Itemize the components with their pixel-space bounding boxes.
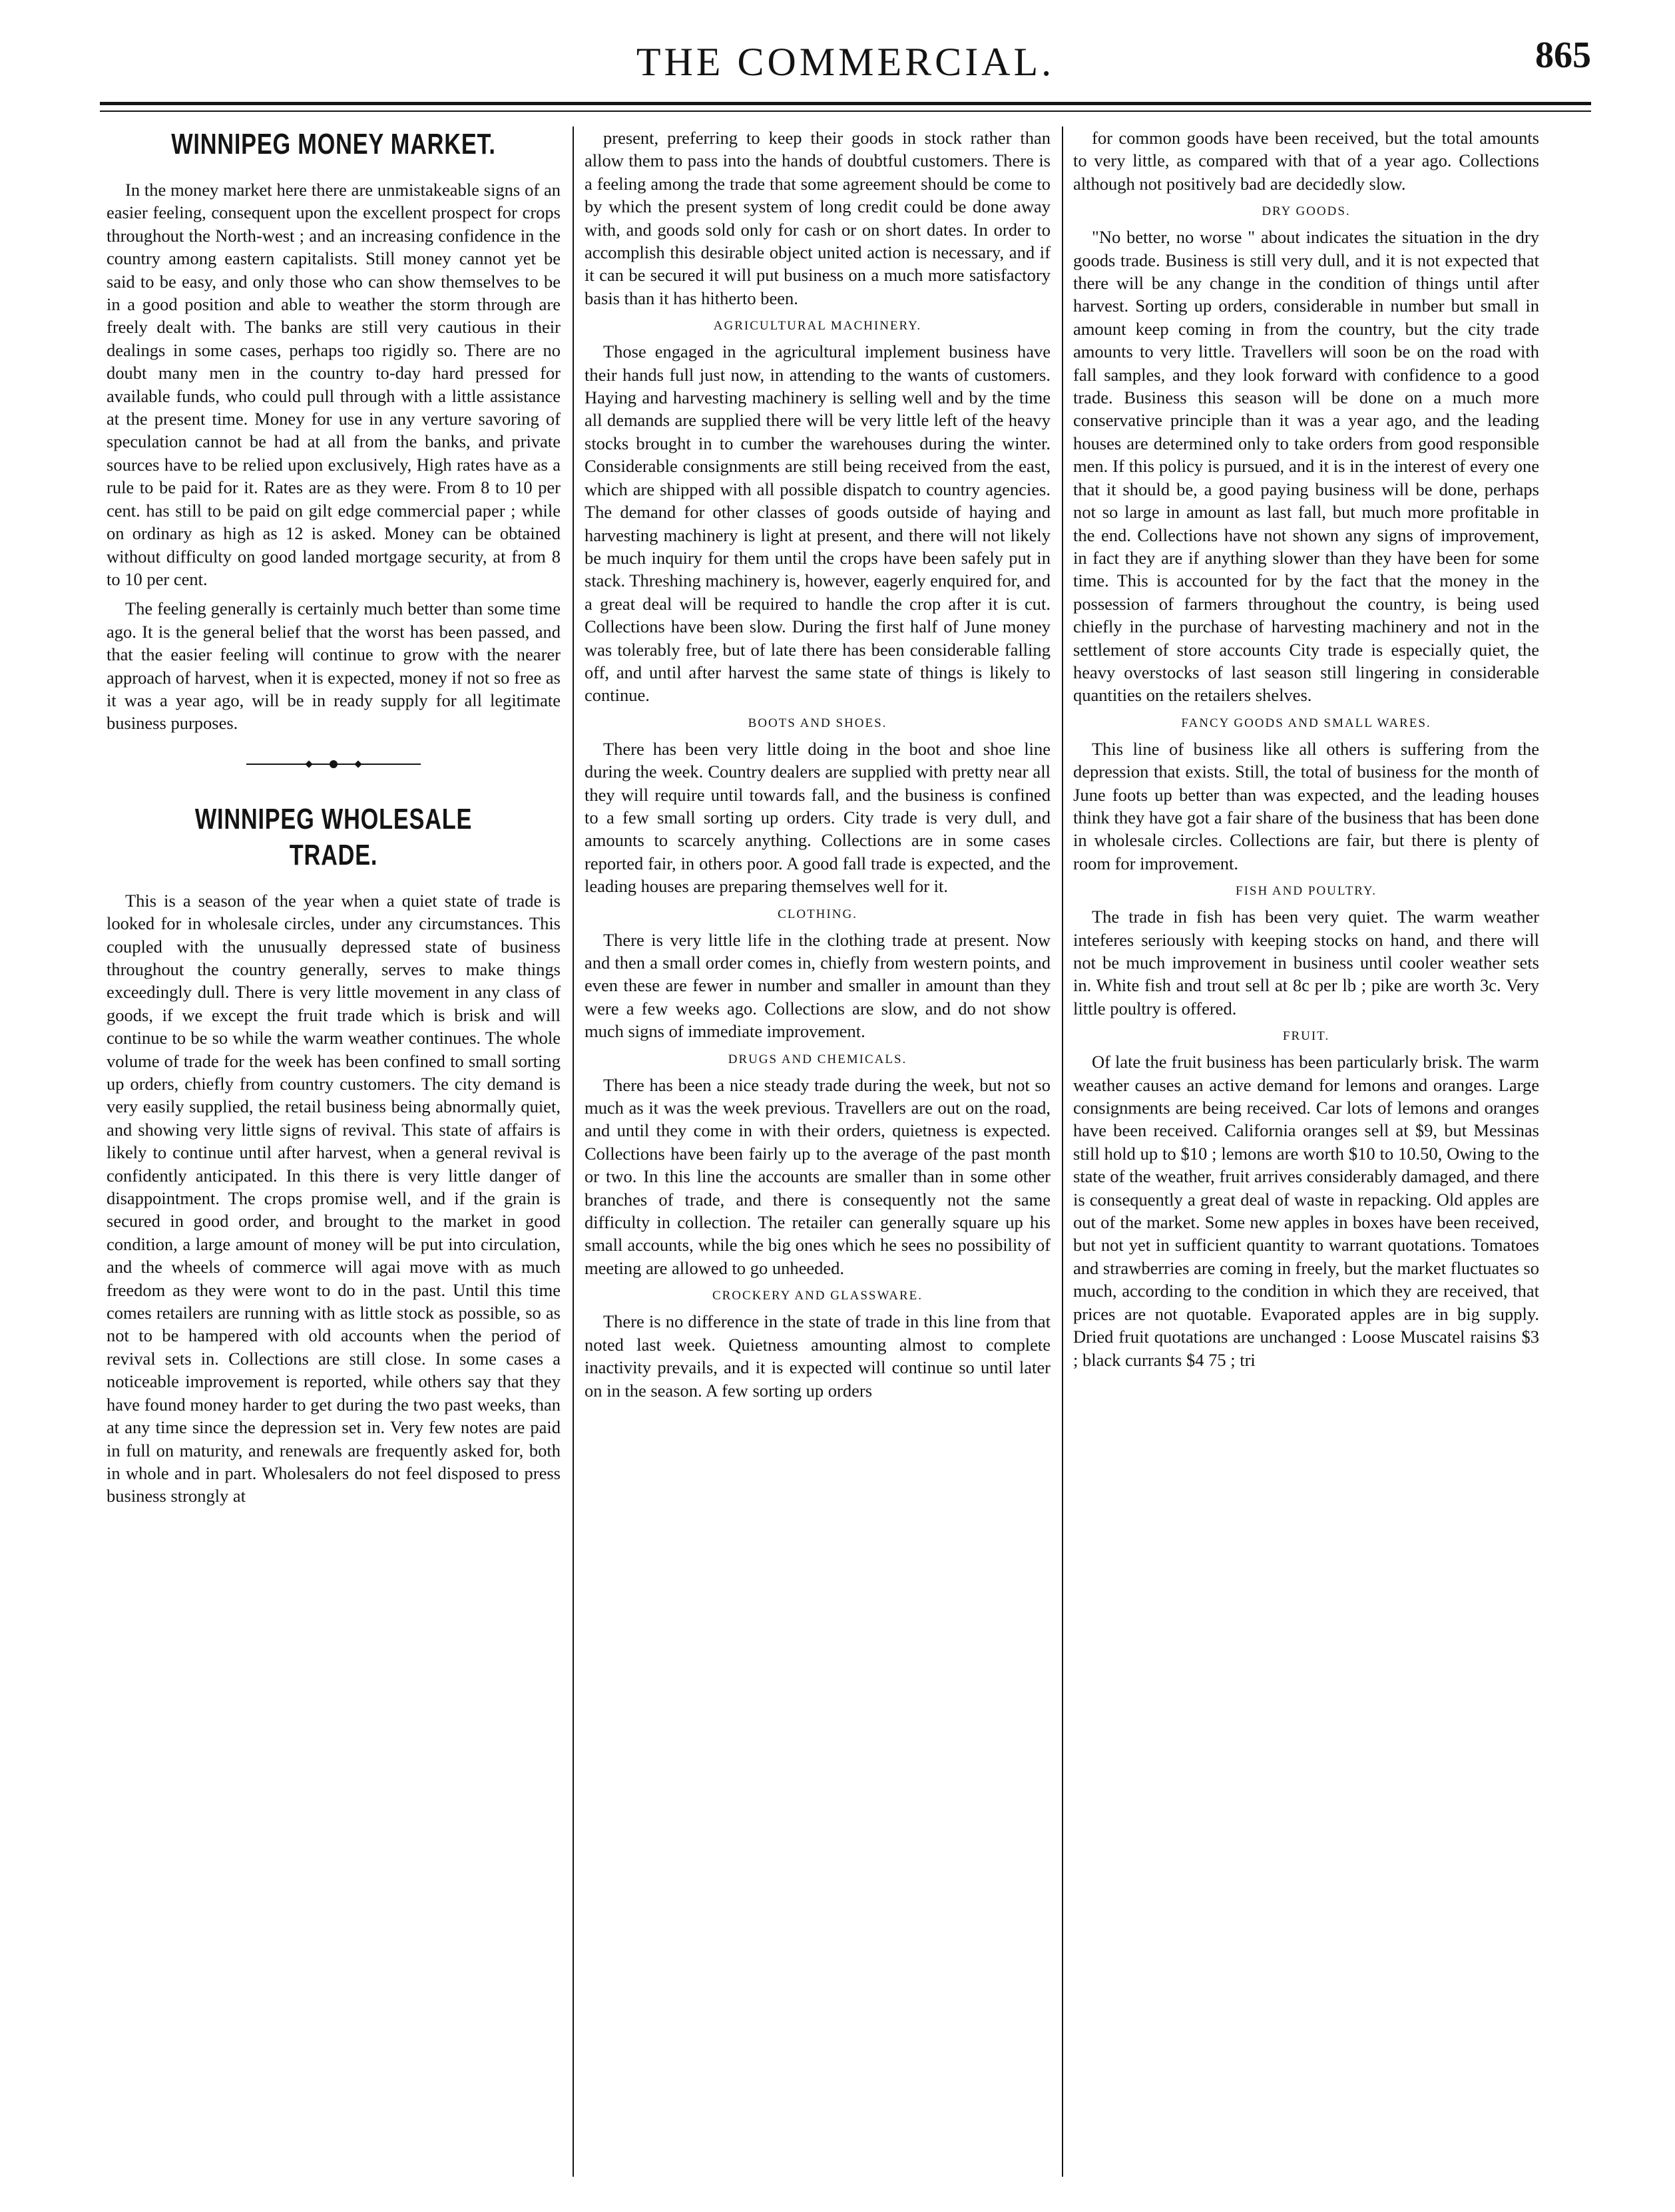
page-number: 865 [1535,35,1591,76]
section-heading-agricultural-machinery: AGRICULTURAL MACHINERY. [713,319,922,333]
article-paragraph: This line of business like all others is suffering from the depression that exists. Still, the total of business for the month of June foots up better than was expected, and the leading houses think they have got a fair share of the business that has been done in wholesale circles. Collections are fair, but there is plenty of room for improvement. [1073,738,1539,873]
continued-paragraph: for common goods have been received, but the total amounts to very little, as compared with that of a year ago. Collections although not positively bad are decidedly slow. [1073,128,1539,194]
article-paragraph: The trade in fish has been very quiet. The warm weather inteferes seriously with keeping stocks on hand, and there will not be much improvement in business until cooler weather sets in. White fish and trout sell at 8c per lb ; pike are worth 3c. Very little poultry is offered. [1073,907,1539,1018]
wholesale-trade-headline: WINNIPEG WHOLESALE TRADE. [194,802,473,871]
header-rule-thick [100,102,1591,105]
section-heading-crockery-and-glassware: CROCKERY AND GLASSWARE. [712,1289,923,1303]
publication-title: THE COMMERCIAL. [636,40,1055,84]
column-2 [585,126,1051,2177]
divider-diamond [354,760,361,768]
continued-paragraph: present, preferring to keep their goods in stock rather than allow them to pass into the hands of doubtful customers. There is a feeling among the trade that some agreement should be come to by which the present system of long credit could be done away with, and goods sold only for cash or on short dates. In order to accomplish this desirable object united action is necessary, and if it can be secured it will put business on a much more satisfactory basis than it has hitherto been. [585,128,1051,308]
column-divider-1 [573,126,574,2177]
divider-diamond [305,760,312,768]
article-paragraph: The feeling generally is certainly much better than some time ago. It is the general belief that the worst has been passed, and that the easier feeling will continue to grow with the nearer approach of harvest, when it is expected, money if not so free as it was a year ago, will be in ready supply for all legitimate business purposes. [107,598,561,734]
article-divider-ornament [107,744,561,784]
money-market-headline: WINNIPEG MONEY MARKET. [171,128,496,160]
section-heading-drugs-and-chemicals: DRUGS AND CHEMICALS. [728,1052,907,1066]
article-paragraph: There is no difference in the state of trade in this line from that noted last week. Quietness amounting almost to complete inactivity prevails, and it is expected will continue so until later on in the season. A few sorting up orders [585,1311,1051,1401]
article-paragraph: "No better, no worse " about indicates the situation in the dry goods trade. Business is still very dull, and it is not expected that there will be any change in the condition of things until after harvest. Sorting up orders, considerable in number but small in amount keep coming in from the country, but the city trade amounts to very little. Travellers will soon be on the road with fall samples, and they look forward with confidence to a good trade. Business this season will be done on a much more conservative principle than it was a year ago, and the leading houses are determined only to take orders from good responsible men. If this policy is pursued, and it is in the interest of every one that it should be, a good paying business will be done, perhaps not so large in amount as last fall, but much more profitable in the end. Collections have not shown any signs of improvement, in fact they are if anything slower than they have been for some time. This is accounted for by the fact that the money in the possession of farmers throughout the country, is being used chiefly in the purchase of harvesting machinery and not in the settlement of store accounts City trade is especially quiet, the heavy overstocks of last season still lingering in considerable quantities on the retailers shelves. [1073,227,1539,706]
article-paragraph: This is a season of the year when a quiet state of trade is looked for in wholesale circles, under any circumstances. This coupled with the unusually depressed state of business throughout the country generally, serves to make things exceedingly dull. There is very little movement in any class of goods, if we except the fruit trade which is brisk and will continue to be so while the warm weather continues. The whole volume of trade for the week has been confined to small sorting up orders, chiefly from country customers. The city demand is very easily supplied, the retail business being abnormally quiet, and showing very little signs of revival. This state of affairs is likely to continue until after harvest, when a general revival is confidently anticipated. In this there is very little danger of disappointment. The crops promise well, and if the grain is secured in good order, and brought to the market in good condition, a large amount of money will be put into circulation, and the wheels of commerce will agai move with as much freedom as they were wont to do in the past. Until this time comes retailers are running with as little stock as possible, so as not to be hampered with old accounts when the period of revival sets in. Collections are still close. In some cases a noticeable improvement is reported, while others say that they have found money harder to get during the two past weeks, than at any time since the depression set in. Very few notes are paid in full on maturity, and renewals are frequently asked for, both in whole and in part. Wholesalers do not feel disposed to press business strongly at [107,890,561,1506]
section-heading-fancy-goods: FANCY GOODS AND SMALL WARES. [1181,716,1431,730]
money-market-article [107,126,561,735]
section-heading-clothing: CLOTHING. [778,907,857,921]
wholesale-trade-article [107,801,561,1508]
column-1 [107,126,561,2177]
article-paragraph: There has been a nice steady trade during the week, but not so much as it was the week previous. Travellers are out on the road, and until they come in with their orders, quietness is expected. Collections have been fairly up to the average of the past month or two. In this line the accounts are smaller than in some other branches of trade, and there is consequently not the same difficulty in collection. The retailer can generally square up his small accounts, while the big ones which he sees no possibility of meeting are allowed to go unheeded. [585,1074,1051,1278]
article-paragraph: Of late the fruit business has been particularly brisk. The warm weather causes an active demand for lemons and oranges. Large consignments are being received. Car lots of lemons and oranges have been received. California oranges sell at $9, but Messinas still hold up to $10 ; lemons are worth $10 to 10.50, Owing to the state of the weather, fruit arrives considerably damaged, and there is consequently a great deal of waste in repacking. Old apples are out of the market. Some new apples in boxes have been received, but not yet in sufficient quantity to warrant quotations. Tomatoes and strawberries are coming in freely, but the market fluctuates so much, according to the condition in which they are received, that prices are not quotable. Evaporated apples are in big supply. Dried fruit quotations are unchanged : Loose Muscatel raisins $3 ; black currants $4 75 ; tri [1073,1052,1539,1370]
masthead [100,0,1591,93]
divider-dot [330,760,338,768]
article-paragraph: In the money market here there are unmistakeable signs of an easier feeling, consequent upon the excellent prospect for crops throughout the North-west ; and an increasing confidence in the country among eastern capitalists. Still money cannot yet be said to be easy, and only those who can show themselves to be in a good position and able to weather the storm through are freely dealt with. The banks are still very cautious in their dealings in some cases, perhaps too rigidly so. There are no doubt many men in the country to-day hard pressed for available funds, who could pull through with a little assistance at the present time. Money for use in any verture savoring of speculation cannot be had at all from the banks, and private sources have to be relied upon exclusively, High rates have as a rule to be paid for it. Rates are as they were. From 8 to 10 per cent. has still to be paid on gilt edge commercial paper ; while on ordinary as high as 12 is asked. Money can be obtained without difficulty on good landed mortgage security, at from 8 to 10 per cent. [107,180,561,589]
column-divider-2 [1062,126,1063,2177]
column-3 [1073,126,1539,2177]
article-paragraph: Those engaged in the agricultural implement business have their hands full just now, in attending to the wants of customers. Haying and harvesting machinery is selling well and by the time all demands are supplied there will be very little left of the heavy stocks brought in to cumber the warehouses during the winter. Considerable consignments are still being received from the east, which are shipped with all possible dispatch to country agencies. The demand for other classes of goods outside of haying and harvesting machinery is light at present, and there will not likely be much inquiry for them until the crops have been safely put in stack. Threshing machinery is, however, eagerly enquired for, and a great deal will be required to handle the crop after it is cut. Collections have been slow. During the first half of June money was tolerably free, but of late there has been considerable falling off, and until after harvest the same state of things is likely to continue. [585,341,1051,706]
section-heading-fish-and-poultry: FISH AND POULTRY. [1236,884,1377,899]
section-heading-fruit: FRUIT. [1282,1029,1330,1044]
section-heading-dry-goods: DRY GOODS. [1262,204,1351,219]
section-heading-boots-and-shoes: BOOTS AND SHOES. [748,716,887,730]
article-paragraph: There is very little life in the clothing trade at present. Now and then a small order comes in, chiefly from western points, and even these are fewer in number and smaller in amount than they were a few weeks ago. Collections are slow, and do not show much signs of immediate improvement. [585,929,1051,1042]
header-rule-thin [100,111,1591,112]
article-paragraph: There has been very little doing in the boot and shoe line during the week. Country dealers are supplied with pretty near all they will require until towards fall, and the business is confined to a few small sorting up orders. City trade is very dull, and amounts to scarcely anything. Collections are in some cases reported fair, in others poor. A good fall trade is expected, and the leading houses are preparing themselves well for it. [585,738,1051,897]
